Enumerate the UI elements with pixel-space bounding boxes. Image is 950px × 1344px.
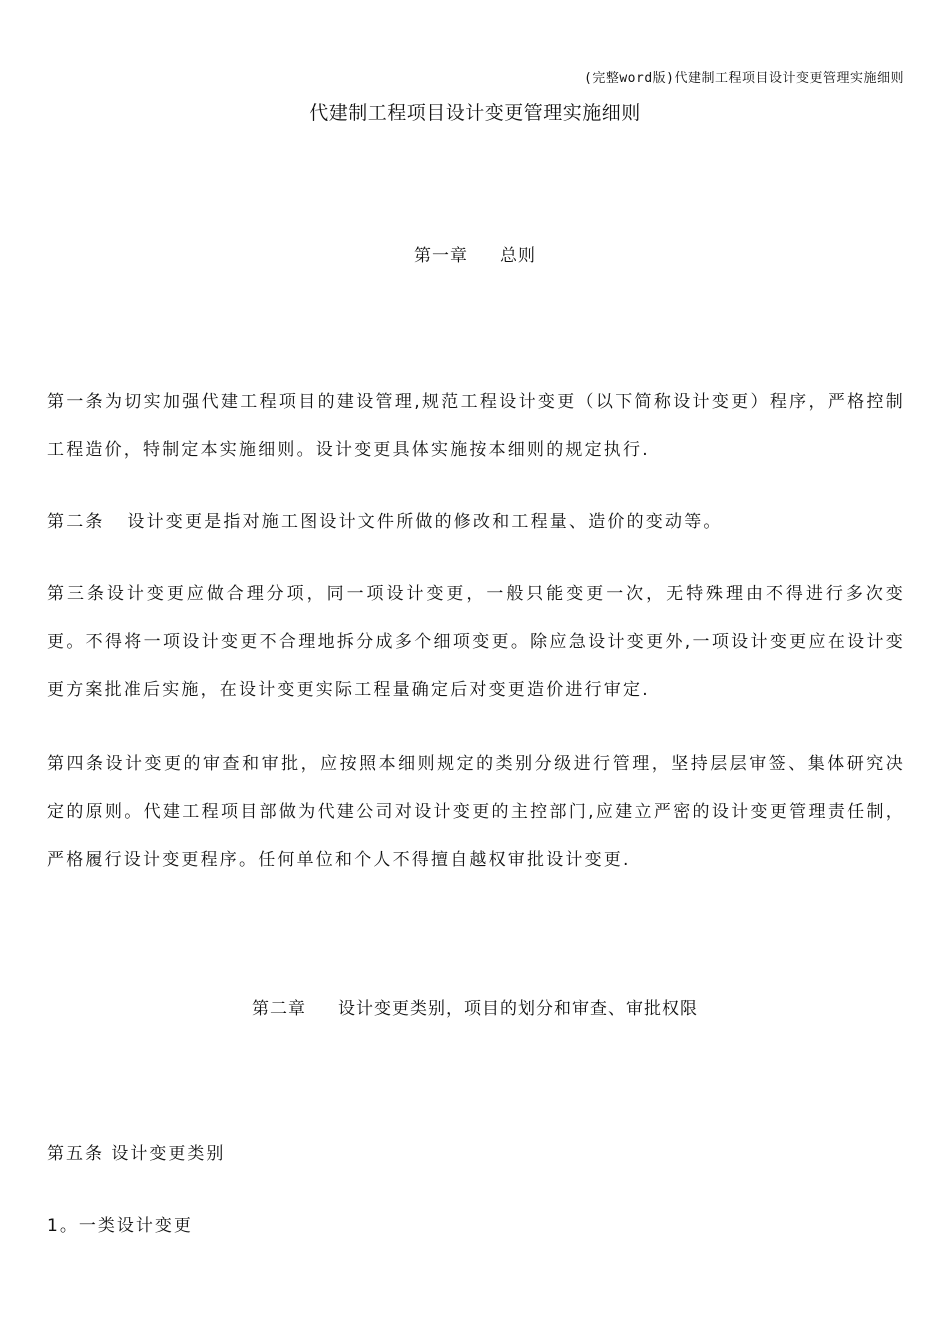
- running-header: (完整word版)代建制工程项目设计变更管理实施细则: [584, 71, 904, 86]
- article-2: 第二条 设计变更是指对施工图设计文件所做的修改和工程量、造价的变动等。: [47, 512, 723, 532]
- article-5: 第五条 设计变更类别: [47, 1144, 226, 1164]
- article-3: 第三条设计变更应做合理分项，同一项设计变更，一般只能变更一次，无特殊理由不得进行多次变更。不得将一项设计变更不合理地拆分成多个细项变更。除应急设计变更外,一项设计变更应在设计变更方案批准后实施，在设计变更实际工程量确定后对变更造价进行审定.: [47, 584, 905, 700]
- chapter-1-heading: 第一章 总则: [413, 246, 537, 266]
- list-item-1: 1。一类设计变更: [47, 1216, 193, 1236]
- article-4: 第四条设计变更的审查和审批，应按照本细则规定的类别分级进行管理，坚持层层审签、集体研究决定的原则。代建工程项目部做为代建公司对设计变更的主控部门,应建立严密的设计变更管理责任制，严格履行设计变更程序。任何单位和个人不得擅自越权审批设计变更.: [47, 754, 905, 870]
- document-title: 代建制工程项目设计变更管理实施细则: [309, 102, 641, 124]
- chapter-2-heading: 第二章 设计变更类别，项目的划分和审查、审批权限: [251, 999, 699, 1019]
- article-1: 第一条为切实加强代建工程项目的建设管理,规范工程设计变更（以下简称设计变更）程序，严格控制工程造价，特制定本实施细则。设计变更具体实施按本细则的规定执行.: [47, 392, 905, 460]
